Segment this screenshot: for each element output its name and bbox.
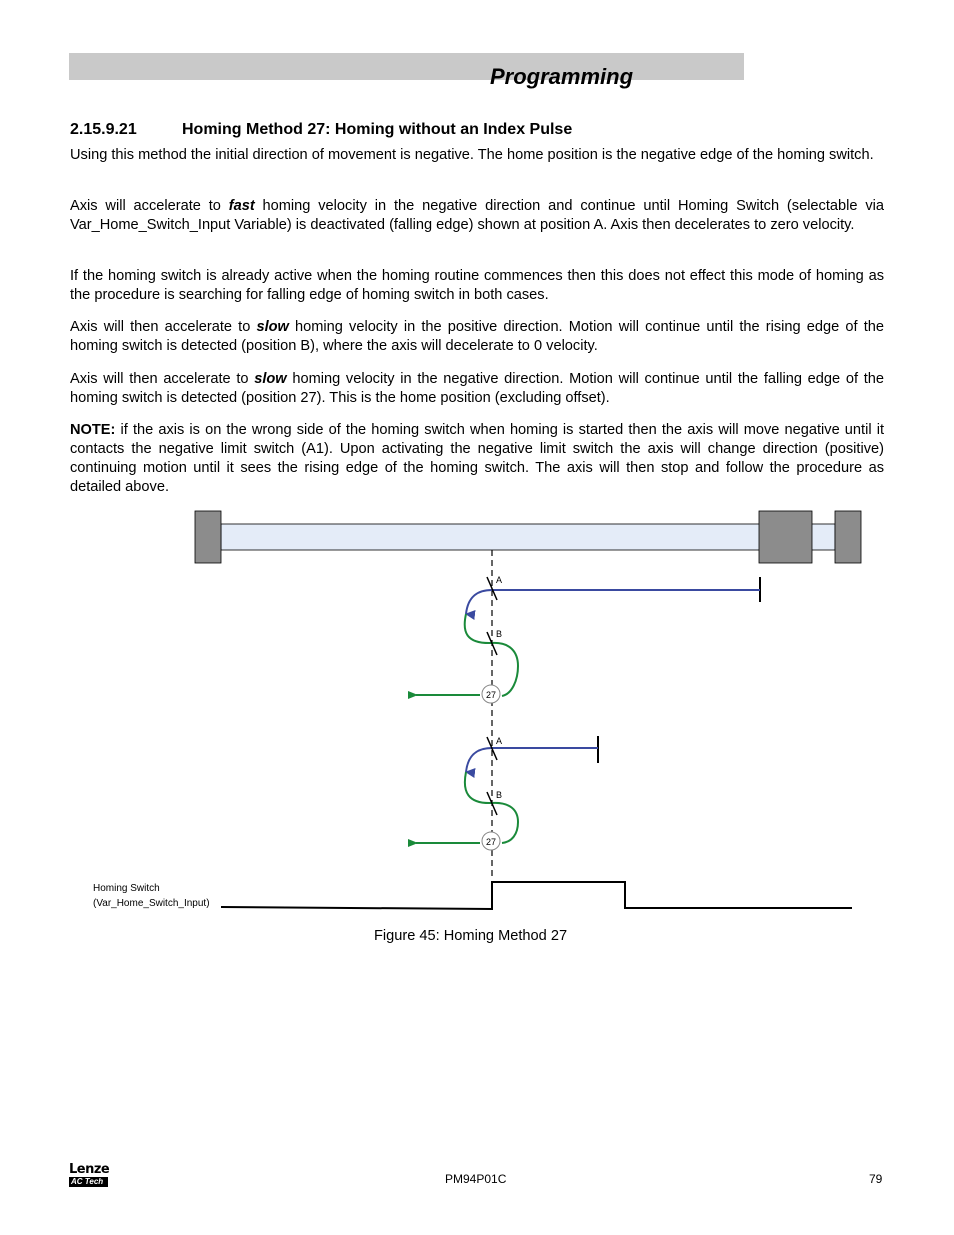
- figure-caption: Figure 45: Homing Method 27: [374, 928, 568, 944]
- cycle2-label-a: A: [496, 736, 503, 746]
- note-text: if the axis is on the wrong side of the homing switch when homing is started then the axis will move negative until it contacts the negative limit switch (A1). Upon activating the negative limit switch the axis will change direction (positive) continuing motion until it sees the rising edge of the homing switch. The axis will then stop and follow the procedure as detailed above.: [70, 422, 884, 495]
- cycle1-label-27: 27: [485, 690, 497, 700]
- axis-rail: [221, 524, 835, 550]
- note-label: NOTE:: [70, 422, 116, 438]
- paragraph-5-text-b: homing velocity in the negative direction. Motion will continue until the falling edge of the homing switch is detected (position 27). This is the home position (excluding offset).: [70, 371, 884, 406]
- cycle1-slow-positive: [465, 614, 518, 696]
- cycle2-label-27: 27: [485, 837, 497, 847]
- section-title: Homing Method 27: Homing without an Index Pulse: [182, 121, 573, 138]
- paragraph-3: If the homing switch is already active when the homing routine commences then this does not effect this mode of homing as the procedure is searching for falling edge of homing switch in both cases.: [70, 268, 884, 303]
- paragraph-4-text-b: homing velocity in the positive direction. Motion will continue until the rising edge of the homing switch is detected (position B), where the axis will decelerate to 0 velocity.: [70, 319, 884, 354]
- paragraph-2-text-a: Axis will accelerate to: [70, 198, 229, 214]
- switch-label-line2: (Var_Home_Switch_Input): [93, 898, 210, 909]
- paragraph-4-text-a: Axis will then accelerate to: [70, 319, 257, 335]
- lenze-logo: [69, 1163, 111, 1187]
- cycle2-label-b: B: [496, 790, 503, 800]
- logo-sub-brand: AC Tech: [69, 1177, 108, 1187]
- document-code: PM94P01C: [445, 1172, 507, 1186]
- switch-label-line1: Homing Switch: [93, 883, 160, 894]
- cycle1-decel-curve: [466, 590, 492, 614]
- cycle1-label-a: A: [496, 575, 503, 585]
- homing-switch-signal: [221, 882, 852, 909]
- paragraph-5-text-a: Axis will then accelerate to: [70, 371, 255, 387]
- page-number: 79: [869, 1172, 883, 1186]
- carriage-block: [759, 511, 812, 563]
- cycle2-decel-curve: [466, 748, 492, 772]
- paragraph-2-emphasis: fast: [228, 198, 255, 214]
- section-number: 2.15.9.21: [70, 121, 137, 138]
- logo-brand: Lenze: [69, 1162, 110, 1177]
- paragraph-4-emphasis: slow: [256, 319, 289, 335]
- negative-limit-block: [195, 511, 221, 563]
- paragraph-1: Using this method the initial direction of movement is negative. The home position is the negative edge of the homing switch.: [70, 147, 874, 163]
- paragraph-5-emphasis: slow: [254, 371, 287, 387]
- paragraph-2-text-b: homing velocity in the negative direction and continue until Homing Switch (selectable via Var_Home_Switch_Input Variable) is deactivated (falling edge) shown at position A. Axis then decelerates to zero velocity.: [70, 198, 884, 233]
- page-header-title: Programming: [490, 64, 634, 89]
- cycle1-label-b: B: [496, 629, 503, 639]
- positive-limit-block: [835, 511, 861, 563]
